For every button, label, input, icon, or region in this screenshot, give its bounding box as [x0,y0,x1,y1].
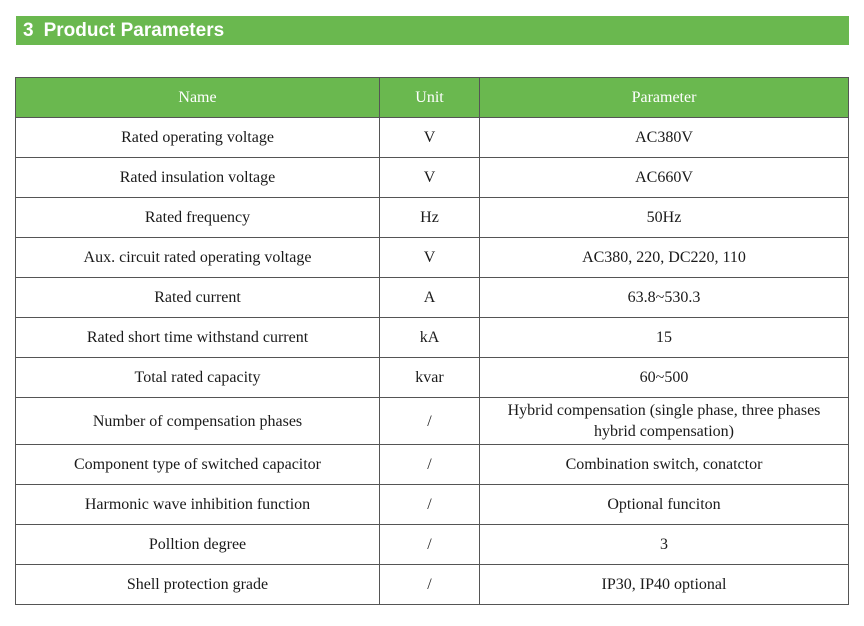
table-row [16,118,849,158]
cell-parameter: AC660V [480,158,849,198]
cell-unit: kvar [380,358,480,398]
cell-parameter: Hybrid compensation (single phase, three phases hybrid compensation) [480,398,849,445]
cell-parameter: Combination switch, conatctor [480,445,849,485]
table-row [16,398,849,445]
table-row [16,358,849,398]
cell-parameter: IP30, IP40 optional [480,565,849,605]
cell-name: Rated short time withstand current [16,318,380,358]
table-row [16,318,849,358]
table-row [16,158,849,198]
cell-unit: / [380,398,480,445]
cell-name: Rated operating voltage [16,118,380,158]
cell-unit: kA [380,318,480,358]
cell-parameter: Optional funciton [480,485,849,525]
cell-unit: V [380,118,480,158]
cell-unit: V [380,158,480,198]
cell-unit: / [380,565,480,605]
table-header-row [16,78,849,118]
cell-parameter: 50Hz [480,198,849,238]
cell-unit: / [380,445,480,485]
header-name: Name [16,78,380,118]
cell-parameter: 15 [480,318,849,358]
header-parameter: Parameter [480,78,849,118]
cell-name: Rated insulation voltage [16,158,380,198]
cell-name: Rated current [16,278,380,318]
table-row [16,525,849,565]
table-row [16,485,849,525]
cell-name: Number of compensation phases [16,398,380,445]
cell-parameter: 63.8~530.3 [480,278,849,318]
cell-name: Total rated capacity [16,358,380,398]
section-number: 3 [23,20,34,41]
cell-unit: Hz [380,198,480,238]
cell-name: Rated frequency [16,198,380,238]
cell-unit: V [380,238,480,278]
cell-name: Shell protection grade [16,565,380,605]
cell-parameter: 3 [480,525,849,565]
table-row [16,445,849,485]
cell-name: Harmonic wave inhibition function [16,485,380,525]
product-parameters-table [15,77,849,605]
table-row [16,278,849,318]
cell-name: Component type of switched capacitor [16,445,380,485]
cell-name: Polltion degree [16,525,380,565]
cell-unit: / [380,485,480,525]
table-row [16,238,849,278]
cell-name: Aux. circuit rated operating voltage [16,238,380,278]
header-unit: Unit [380,78,480,118]
table-row [16,565,849,605]
cell-parameter: AC380V [480,118,849,158]
section-header [16,16,849,45]
section-title: Product Parameters [43,20,225,41]
cell-parameter: AC380, 220, DC220, 110 [480,238,849,278]
cell-unit: A [380,278,480,318]
table-row [16,198,849,238]
cell-parameter: 60~500 [480,358,849,398]
cell-unit: / [380,525,480,565]
